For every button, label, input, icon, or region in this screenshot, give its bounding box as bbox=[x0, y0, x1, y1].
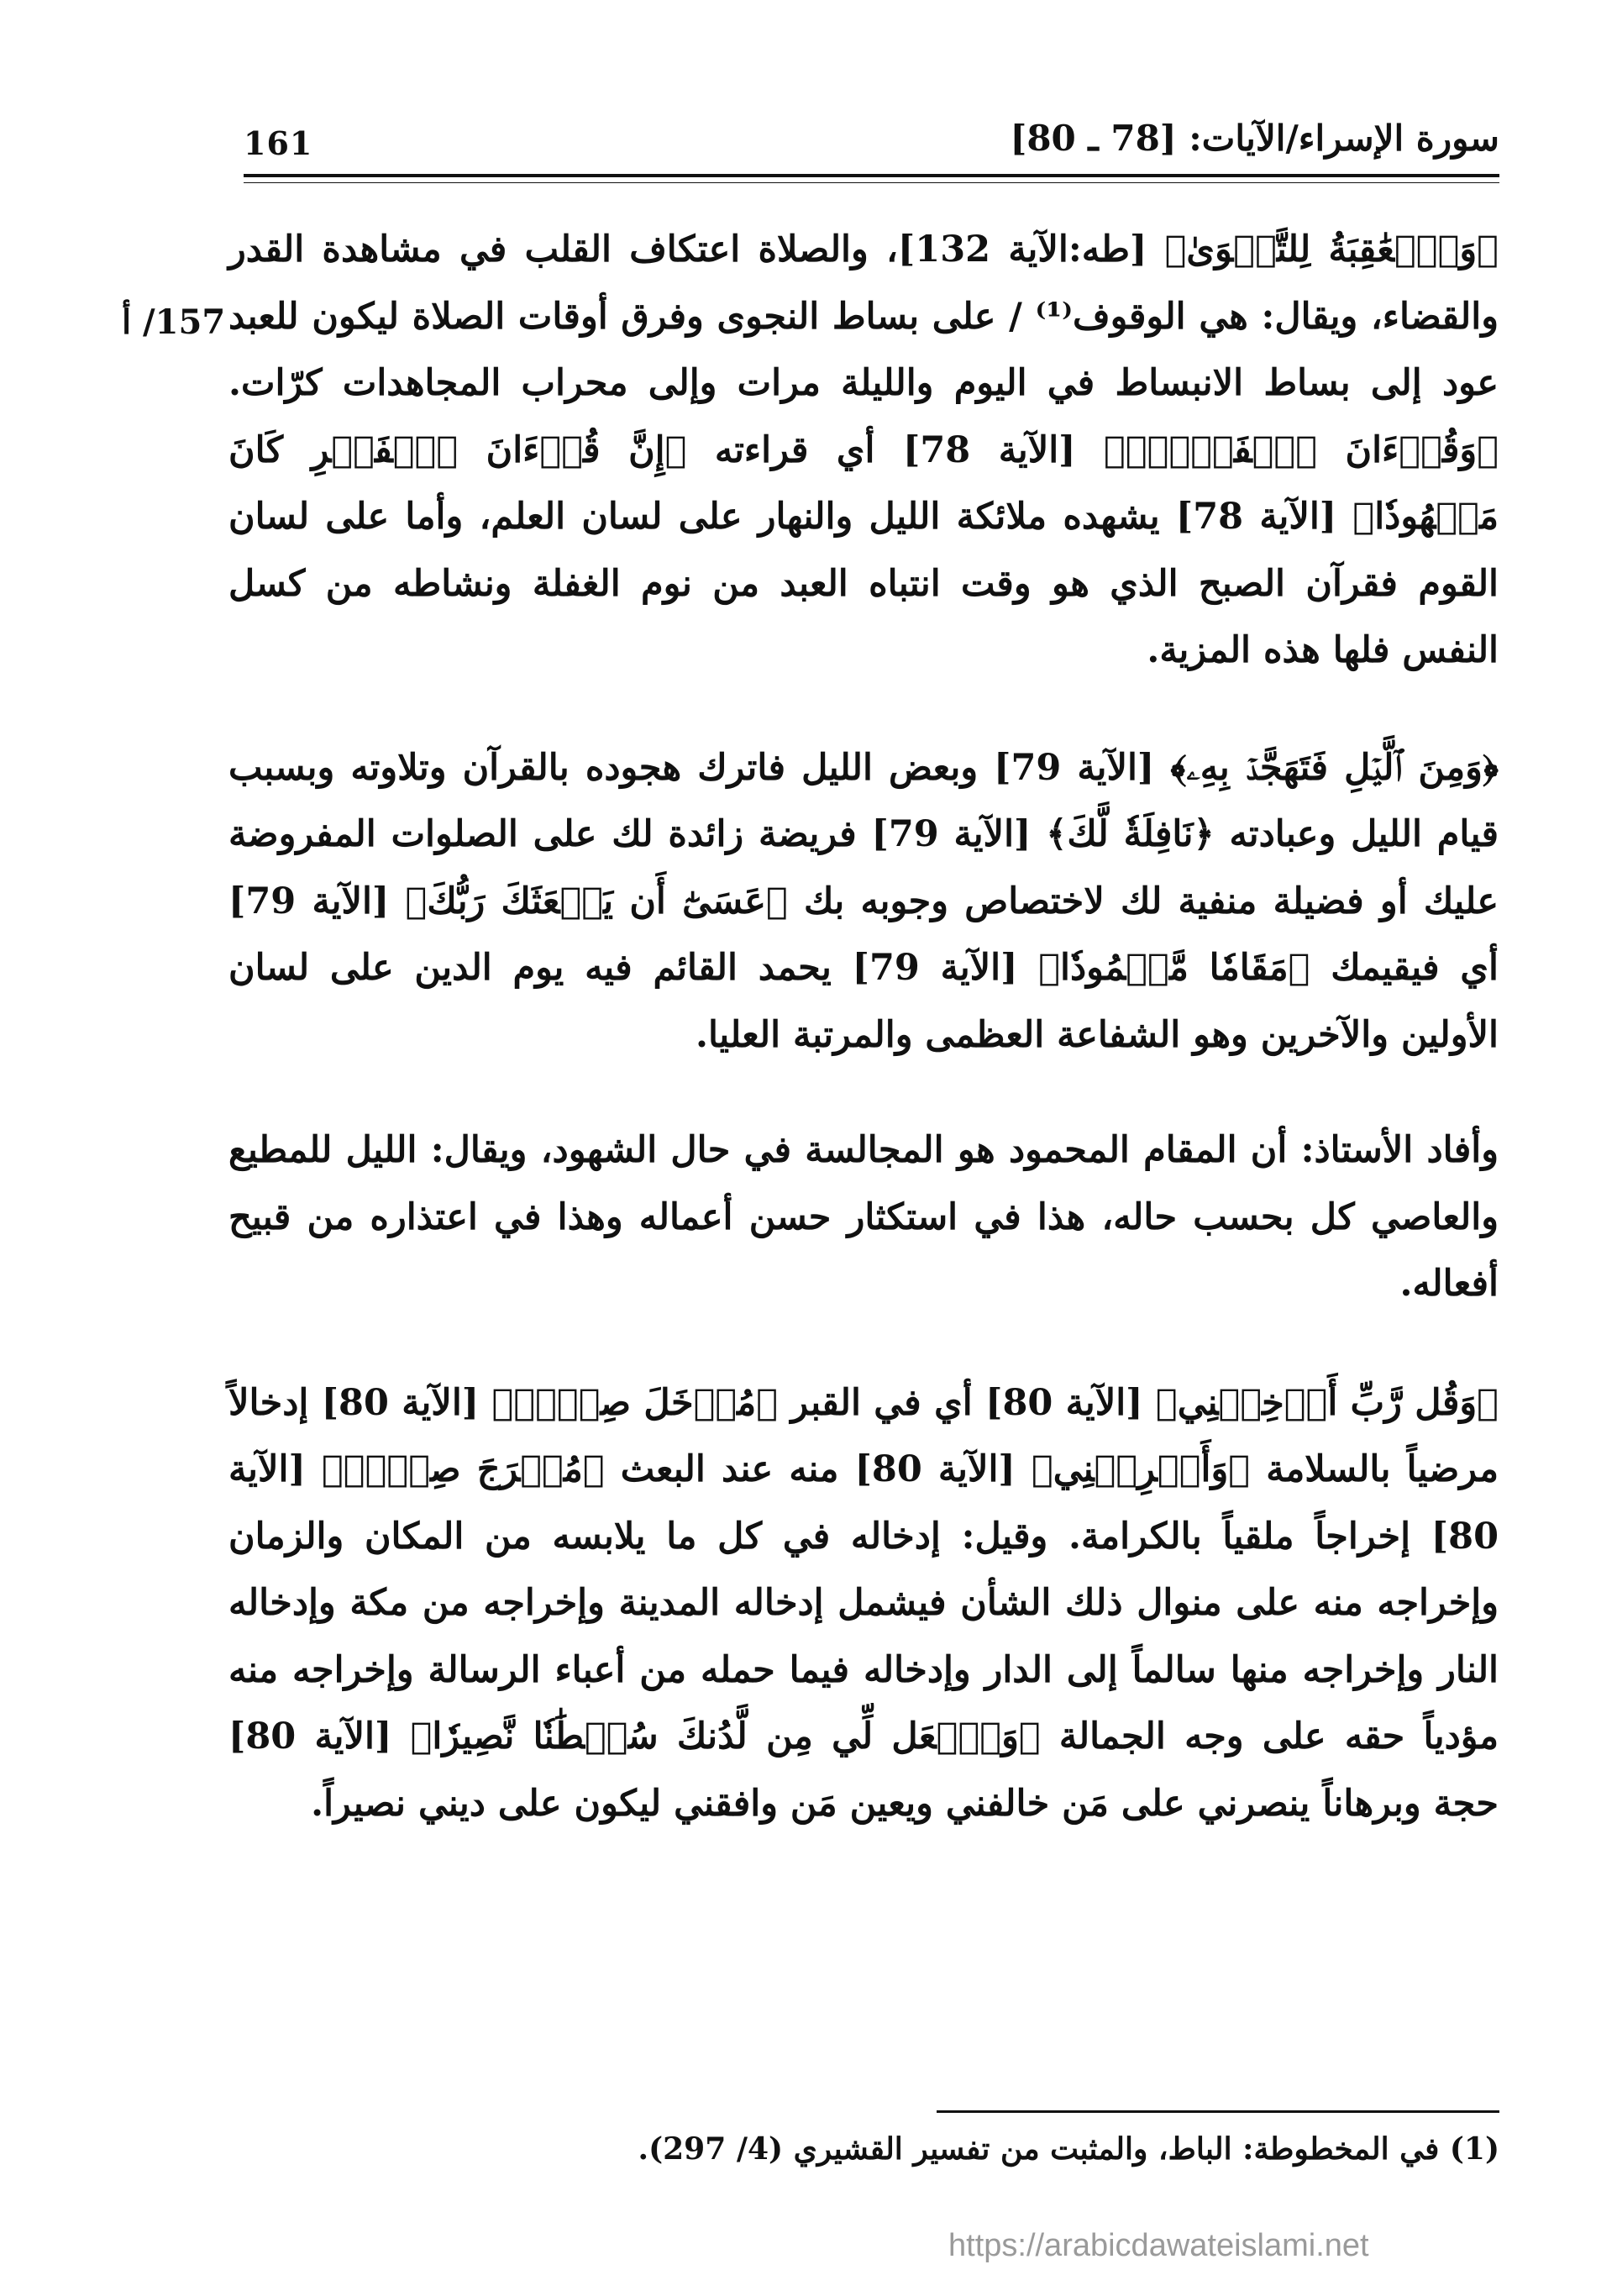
header-rule-thick bbox=[244, 174, 1499, 177]
footnote: (1) في المخطوطة: الباط، والمثبت من تفسير القشيري (4/ 297). bbox=[638, 2131, 1499, 2167]
footnote-separator bbox=[937, 2110, 1499, 2113]
page-number: 161 bbox=[244, 124, 313, 162]
main-text bbox=[228, 217, 1499, 1837]
manuscript-folio-marker: 157/ أ bbox=[122, 302, 226, 342]
running-title: سورة الإسراء/الآيات: [78 ـ 80] bbox=[1010, 118, 1499, 159]
watermark-url: https://arabicdawateislami.net bbox=[948, 2228, 1369, 2263]
paragraph-3: وأفاد الأستاذ: أن المقام المحمود هو المجالسة في حال الشهود، ويقال: الليل للمطيع والعاصي كل بحسب حاله، هذا في استكثار حسن أعماله وهذا في اعتذاره من قبيح أفعاله. bbox=[228, 1129, 1499, 1305]
paragraph-2: ﴿وَمِنَ ٱلَّيۡلِ فَتَهَجَّدۡ بِهِۦ﴾ [الآية 79] وبعض الليل فاترك هجوده بالقرآن وتلاوته وبسبب قيام الليل وعبادته ﴿نَافِلَةٗ لَّكَ﴾ [الآية 79] فريضة زائدة لك على الصلوات المفروضة عليك أو فضيلة منفية لك لاختصاص وجوبه بك ﴿عَسَىٰٓ أَن يَبۡعَثَكَ رَبُّكَ﴾ [الآية 79] أي فيقيمك ﴿مَقَامٗا مَّحۡمُودٗا﴾ [الآية 79] يحمد القائم فيه يوم الدين على لسان الأولين والآخرين وهو الشفاعة العظمى والمرتبة العليا. bbox=[228, 746, 1499, 1056]
header-rule-thin bbox=[244, 182, 1499, 183]
paragraph-1: ﴿وَٱلۡعَٰقِبَةُ لِلتَّقۡوَىٰ﴾ [طه:الآية 132]، والصلاة اعتكاف القلب في مشاهدة القدر والقضاء، ويقال: هي الوقوف⁽¹⁾ / على بساط النجوى وفرق أوقات الصلاة ليكون للعبد عود إلى بساط الانبساط في اليوم والليلة مرات وإلى محراب المجاهدات كرّات. ﴿وَقُرۡءَانَ ٱلۡفَجۡرِۖ﴾ [الآية 78] أي قراءته ﴿إِنَّ قُرۡءَانَ ٱلۡفَجۡرِ كَانَ مَشۡهُودٗا﴾ [الآية 78] يشهده ملائكة الليل والنهار على لسان العلم، وأما على لسان القوم فقرآن الصبح الذي هو وقت انتباه العبد من نوم الغفلة ونشاطه من كسل النفس فلها هذه المزية. bbox=[228, 229, 1499, 671]
page-header bbox=[227, 109, 1499, 168]
paragraph-4: ﴿وَقُل رَّبِّ أَدۡخِلۡنِي﴾ [الآية 80] أي في القبر ﴿مُدۡخَلَ صِدۡقٖ﴾ [الآية 80] إدخالاً مرضياً بالسلامة ﴿وَأَخۡرِجۡنِي﴾ [الآية 80] منه عند البعث ﴿مُخۡرَجَ صِدۡقٖ﴾ [الآية 80] إخراجاً ملقياً بالكرامة. وقيل: إدخاله في كل ما يلابسه من المكان والزمان وإخراجه منه على منوال ذلك الشأن فيشمل إدخاله المدينة وإخراجه من مكة وإدخاله النار وإخراجه منها سالماً إلى الدار وإدخاله فيما حمله من أعباء الرسالة وإخراجه منه مؤدياً حقه على وجه الجمالة ﴿وَٱجۡعَل لِّي مِن لَّدُنكَ سُلۡطَٰنٗا نَّصِيرٗا﴾ [الآية 80] حجة وبرهاناً ينصرني على مَن خالفني ويعين مَن وافقني ليكون على ديني نصيراً. bbox=[228, 1381, 1499, 1825]
